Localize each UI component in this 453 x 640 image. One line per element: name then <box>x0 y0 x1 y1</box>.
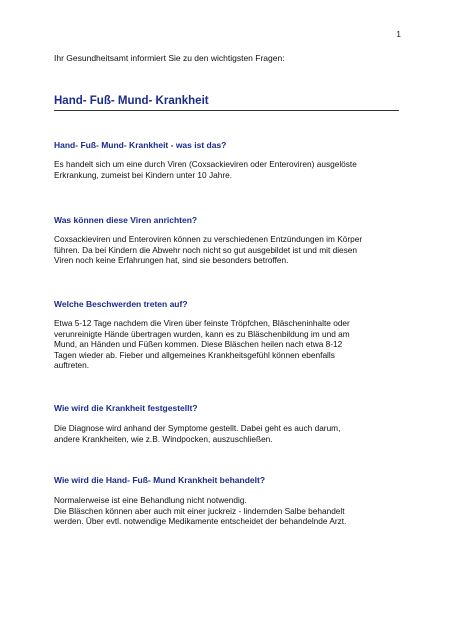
text-line: Viren noch keine Erfahrungen hat, sind sie besonders betroffen. <box>54 255 289 266</box>
text-line: Die Bläschen können aber auch mit einer juckreiz - lindernden Salbe behandelt <box>54 505 345 516</box>
section-heading-what-is-it: Hand- Fuß- Mund- Krankheit - was ist das? <box>54 140 227 150</box>
page-title: Hand- Fuß- Mund- Krankheit <box>54 95 399 111</box>
section-text-diagnosis <box>54 423 404 444</box>
text-line: Tagen wieder ab. Fieber und allgemeines Krankheitsgefühl können ebenfalls <box>54 349 335 360</box>
text-line: Coxsackieviren und Enteroviren können zu verschiedenen Entzündungen im Körper <box>54 234 363 244</box>
text-line: Mund, an Händen und Füßen kommen. Diese Bläschen heilen nach etwa 8-12 <box>54 339 343 350</box>
section-heading-effects: Was können diese Viren anrichten? <box>54 215 198 225</box>
section-text-what-is-it <box>54 159 404 180</box>
intro-text: Ihr Gesundheitsamt informiert Sie zu den wichtigsten Fragen: <box>54 53 285 63</box>
section-heading-diagnosis: Wie wird die Krankheit festgestellt? <box>54 403 198 413</box>
text-line: verunreinigte Hände übertragen wurden, kann es zu Bläschenbildung im und am <box>54 328 350 339</box>
section-heading-symptoms: Welche Beschwerden treten auf? <box>54 299 188 309</box>
text-line: Normalerweise ist eine Behandlung nicht notwendig. <box>54 495 247 505</box>
section-text-symptoms <box>54 318 404 371</box>
text-line: Die Diagnose wird anhand der Symptome gestellt. Dabei geht es auch darum, <box>54 423 341 433</box>
text-line: auftreten. <box>54 360 90 371</box>
text-line: andere Krankheiten, wie z.B. Windpocken, auszuschließen. <box>54 433 273 444</box>
text-line: führen. Da bei Kindern die Abwehr noch nicht so gut ausgebildet ist und mit diesen <box>54 244 358 255</box>
text-line: werden. Über evtl. notwendige Medikamente entscheidet der behandelnde Arzt. <box>54 516 347 527</box>
text-line: Etwa 5-12 Tage nachdem die Viren über feinste Tröpfchen, Bläscheninhalte oder <box>54 318 350 328</box>
section-heading-treatment: Wie wird die Hand- Fuß- Mund Krankheit behandelt? <box>54 475 266 485</box>
text-line: Es handelt sich um eine durch Viren (Coxsackieviren oder Enteroviren) ausgelöste <box>54 159 357 169</box>
text-line: Erkrankung, zumeist bei Kindern unter 10 Jahre. <box>54 169 233 180</box>
section-text-effects <box>54 234 404 266</box>
page-number: 1 <box>396 29 401 39</box>
section-text-treatment <box>54 495 404 527</box>
